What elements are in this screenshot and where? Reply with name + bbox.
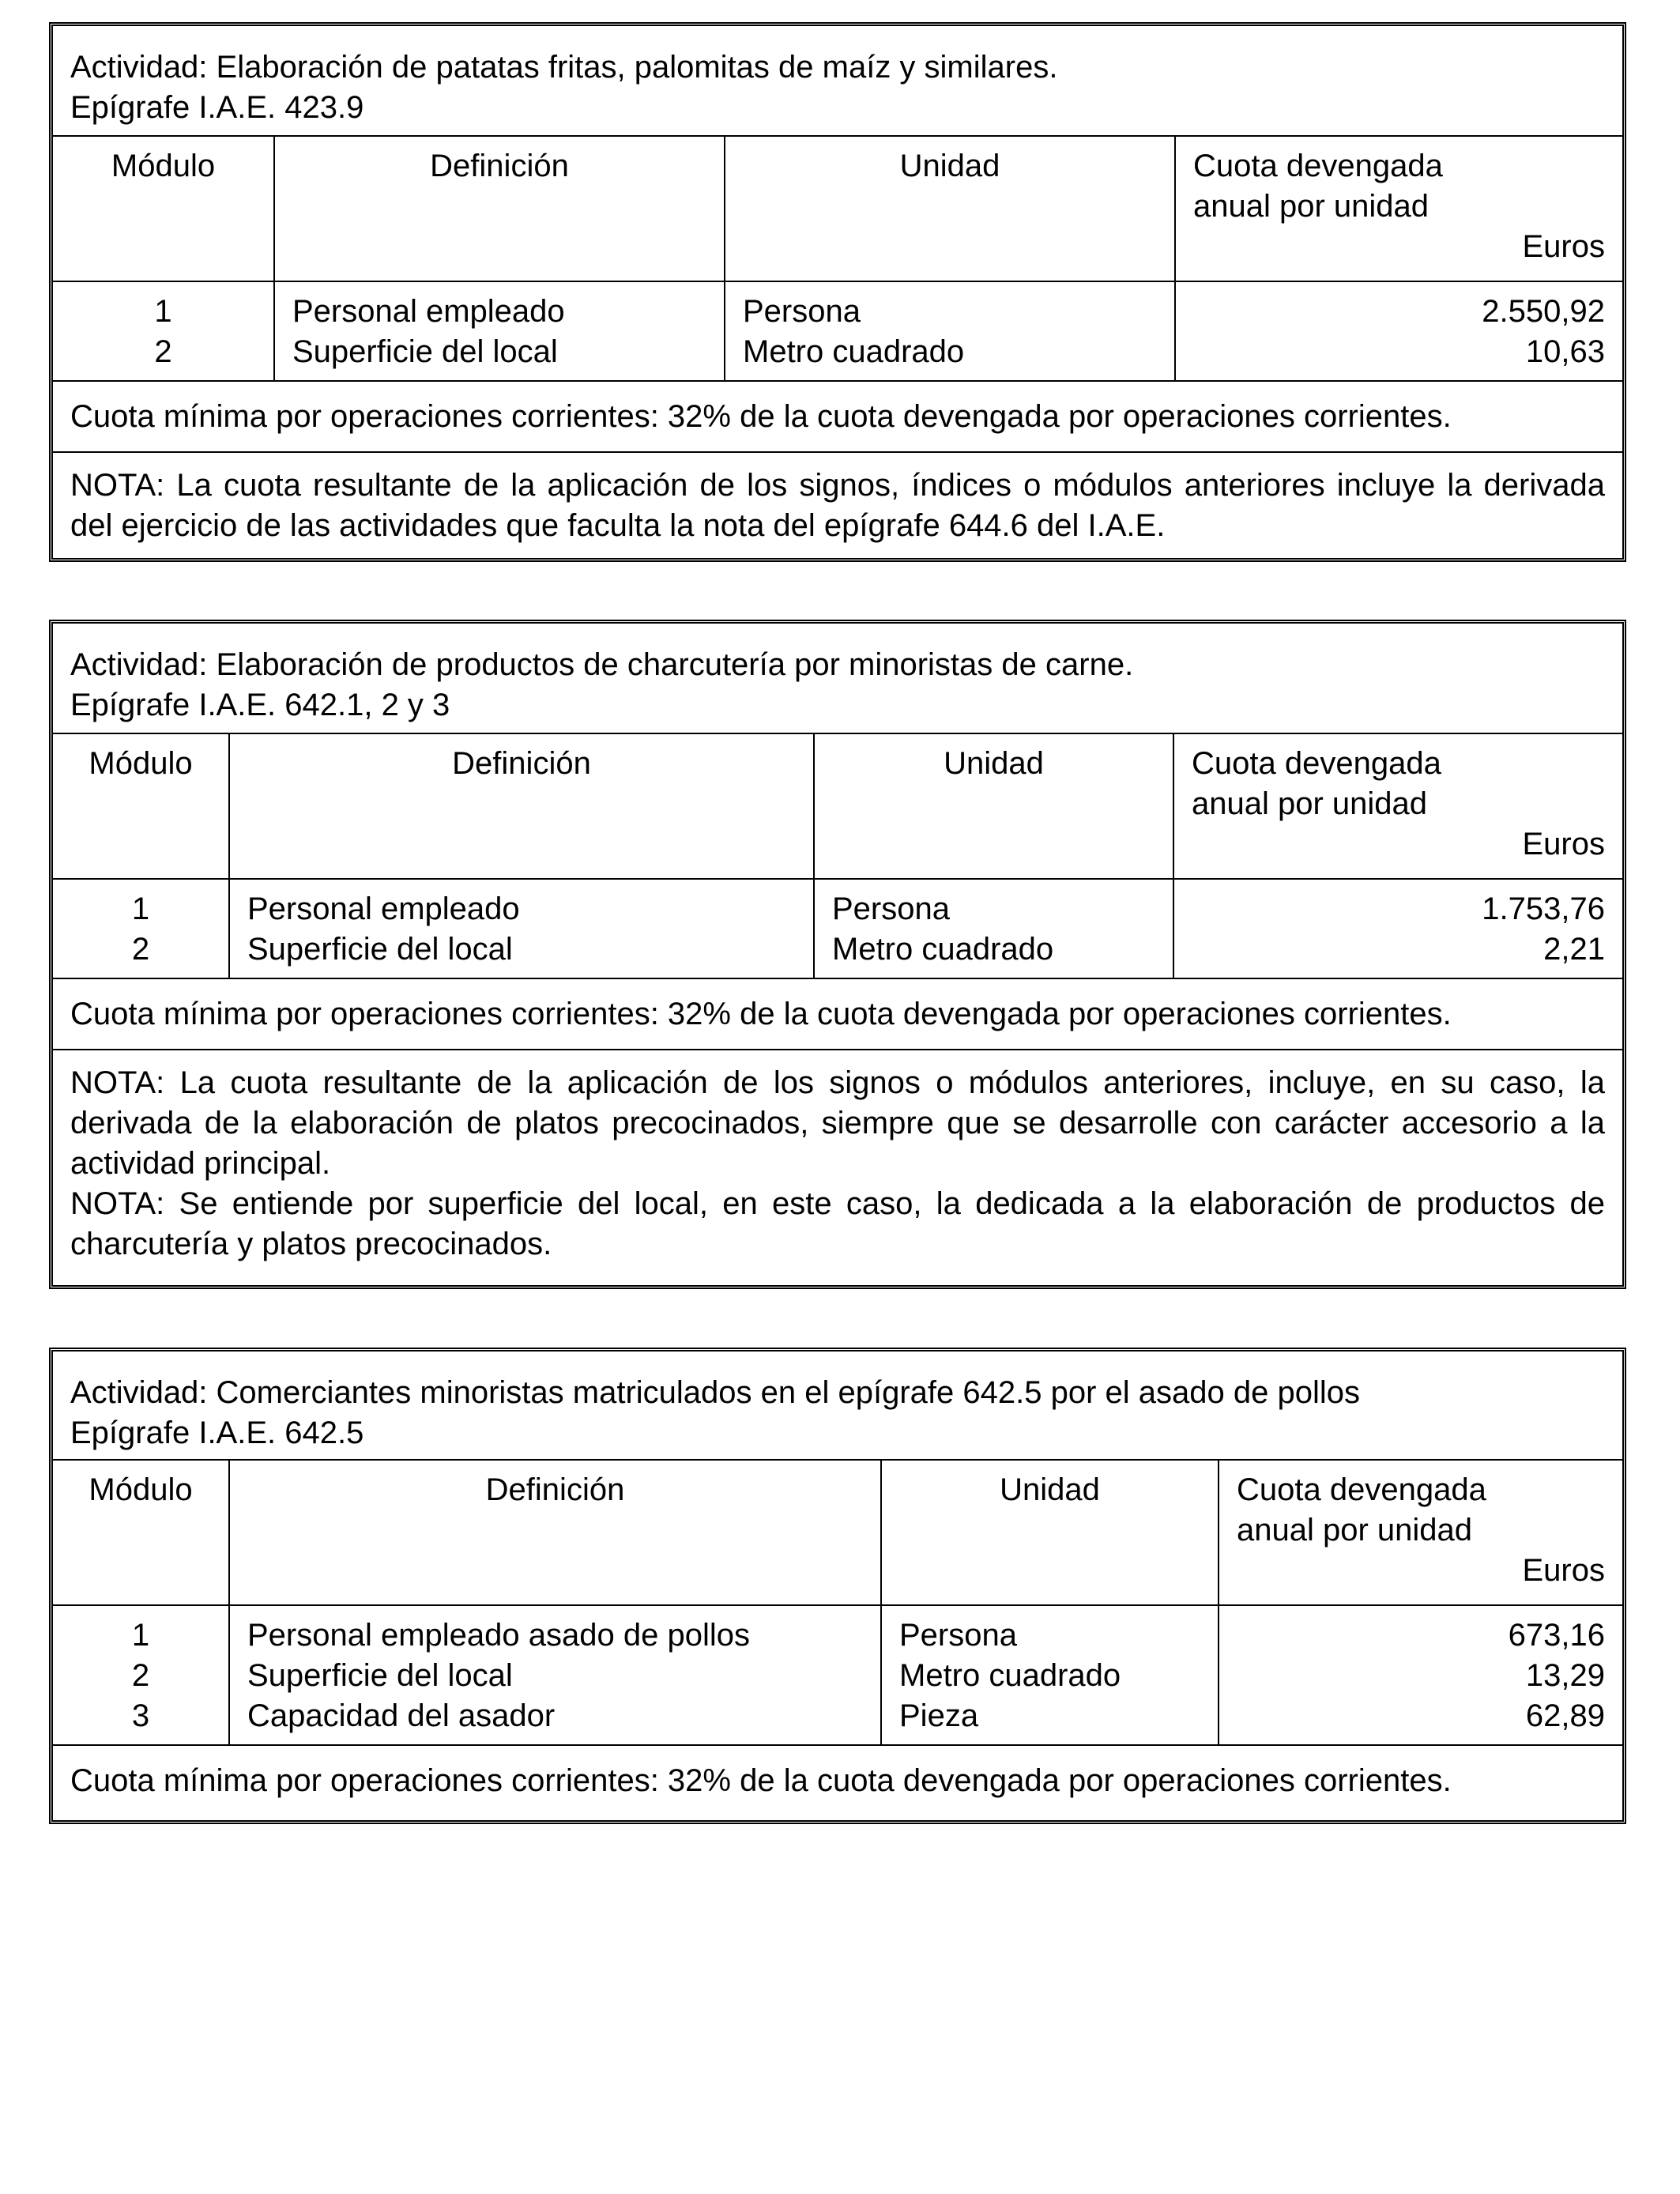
column-header-unidad: Unidad	[814, 734, 1173, 879]
modules-table	[53, 1461, 1622, 1746]
definicion-cell	[274, 281, 725, 381]
cuota-value: 673,16	[1508, 1618, 1605, 1653]
epigraph-label: Epígrafe I.A.E. 423.9	[70, 90, 364, 125]
cuota-header-line2: anual por unidad	[1192, 786, 1428, 821]
definicion-text: Personal empleado	[292, 294, 565, 329]
cuota-header-line1: Cuota devengada	[1237, 1472, 1486, 1507]
modulo-number: 1	[131, 892, 150, 926]
minimum-quota-text: Cuota mínima por operaciones corrientes: 32% de la cuota devengada por operaciones corrientes.	[70, 1763, 1452, 1798]
modules-table	[53, 137, 1622, 382]
note-text: NOTA: La cuota resultante de la aplicación de los signos, índices o módulos anteriores incluye la derivada del ejercicio de las actividades que faculta la nota del epígrafe 644.6 del I.A.E.	[70, 468, 1605, 543]
note-text: NOTA: Se entiende por superficie del local, en este caso, la dedicada a la elaboración de productos de charcutería y platos precocinados.	[70, 1186, 1605, 1261]
cuota-value: 62,89	[1525, 1698, 1605, 1733]
unidad-cell	[725, 281, 1175, 381]
cuota-header-line2: anual por unidad	[1237, 1513, 1473, 1547]
cuota-value: 2,21	[1543, 932, 1605, 967]
activity-header	[53, 26, 1622, 137]
unidad-text: Metro cuadrado	[899, 1658, 1121, 1693]
unidad-text: Pieza	[899, 1698, 979, 1733]
activity-title: Actividad: Elaboración de productos de charcutería por minoristas de carne.	[70, 647, 1134, 682]
modulo-cell	[53, 281, 274, 381]
unidad-text: Persona	[832, 892, 950, 926]
modules-table	[53, 734, 1622, 979]
cuota-cell	[1173, 879, 1622, 978]
modulo-number: 2	[131, 932, 150, 967]
unidad-cell	[814, 879, 1173, 978]
epigraph-label: Epígrafe I.A.E. 642.5	[70, 1416, 364, 1450]
cuota-value: 1.753,76	[1482, 892, 1605, 926]
cuota-header-currency: Euros	[1522, 1553, 1605, 1588]
modulo-number: 2	[131, 1658, 150, 1693]
column-header-unidad: Unidad	[725, 137, 1175, 281]
cuota-header-currency: Euros	[1522, 827, 1605, 861]
definicion-cell	[229, 879, 814, 978]
activity-header	[53, 624, 1622, 734]
definicion-text: Superficie del local	[247, 932, 513, 967]
column-header-cuota	[1175, 137, 1622, 281]
column-header-modulo: Módulo	[53, 734, 229, 879]
activity-table-642-1	[49, 620, 1626, 1289]
cuota-cell	[1219, 1605, 1622, 1745]
column-header-modulo: Módulo	[53, 137, 274, 281]
column-header-modulo: Módulo	[53, 1461, 229, 1605]
cuota-value: 13,29	[1525, 1658, 1605, 1693]
column-header-unidad: Unidad	[881, 1461, 1219, 1605]
unidad-text: Metro cuadrado	[832, 932, 1054, 967]
cuota-header-line2: anual por unidad	[1193, 189, 1430, 224]
definicion-text: Capacidad del asador	[247, 1698, 556, 1733]
definicion-text: Personal empleado asado de pollos	[247, 1618, 750, 1653]
cuota-cell	[1175, 281, 1622, 381]
note-text: NOTA: La cuota resultante de la aplicación de los signos o módulos anteriores, incluye, en su caso, la derivada de la elaboración de platos precocinados, siempre que se desarrolle con carácter accesorio a la actividad principal.	[70, 1065, 1605, 1181]
modulo-cell	[53, 879, 229, 978]
modulo-cell	[53, 1605, 229, 1745]
unidad-text: Metro cuadrado	[743, 334, 965, 369]
modulo-number: 1	[131, 1618, 150, 1653]
unidad-text: Persona	[743, 294, 861, 329]
activity-title: Actividad: Comerciantes minoristas matriculados en el epígrafe 642.5 por el asado de pollos	[70, 1375, 1360, 1410]
activity-title: Actividad: Elaboración de patatas fritas, palomitas de maíz y similares.	[70, 50, 1058, 85]
column-header-cuota	[1219, 1461, 1622, 1605]
epigraph-label: Epígrafe I.A.E. 642.1, 2 y 3	[70, 688, 450, 722]
notes-block	[53, 1050, 1622, 1265]
unidad-cell	[881, 1605, 1219, 1745]
column-header-definicion: Definición	[274, 137, 725, 281]
column-header-definicion: Definición	[229, 1461, 881, 1605]
cuota-header-line1: Cuota devengada	[1193, 149, 1443, 183]
notes-block	[53, 453, 1622, 546]
definicion-text: Personal empleado	[247, 892, 520, 926]
minimum-quota-text: Cuota mínima por operaciones corrientes: 32% de la cuota devengada por operaciones corrientes.	[53, 979, 1622, 1050]
cuota-header-line1: Cuota devengada	[1192, 746, 1441, 781]
unidad-text: Persona	[899, 1618, 1017, 1653]
activity-table-423-9	[49, 22, 1626, 562]
definicion-cell	[229, 1605, 881, 1745]
modulo-number: 1	[154, 294, 172, 329]
column-header-cuota	[1173, 734, 1622, 879]
activity-table-642-5	[49, 1348, 1626, 1824]
minimum-quota-text: Cuota mínima por operaciones corrientes: 32% de la cuota devengada por operaciones corrientes.	[53, 382, 1622, 453]
definicion-text: Superficie del local	[292, 334, 558, 369]
column-header-definicion: Definición	[229, 734, 814, 879]
definicion-text: Superficie del local	[247, 1658, 513, 1693]
activity-header	[53, 1351, 1622, 1461]
cuota-value: 10,63	[1525, 334, 1605, 369]
modulo-number: 3	[131, 1698, 150, 1733]
modulo-number: 2	[154, 334, 172, 369]
cuota-header-currency: Euros	[1522, 229, 1605, 264]
cuota-value: 2.550,92	[1482, 294, 1605, 329]
